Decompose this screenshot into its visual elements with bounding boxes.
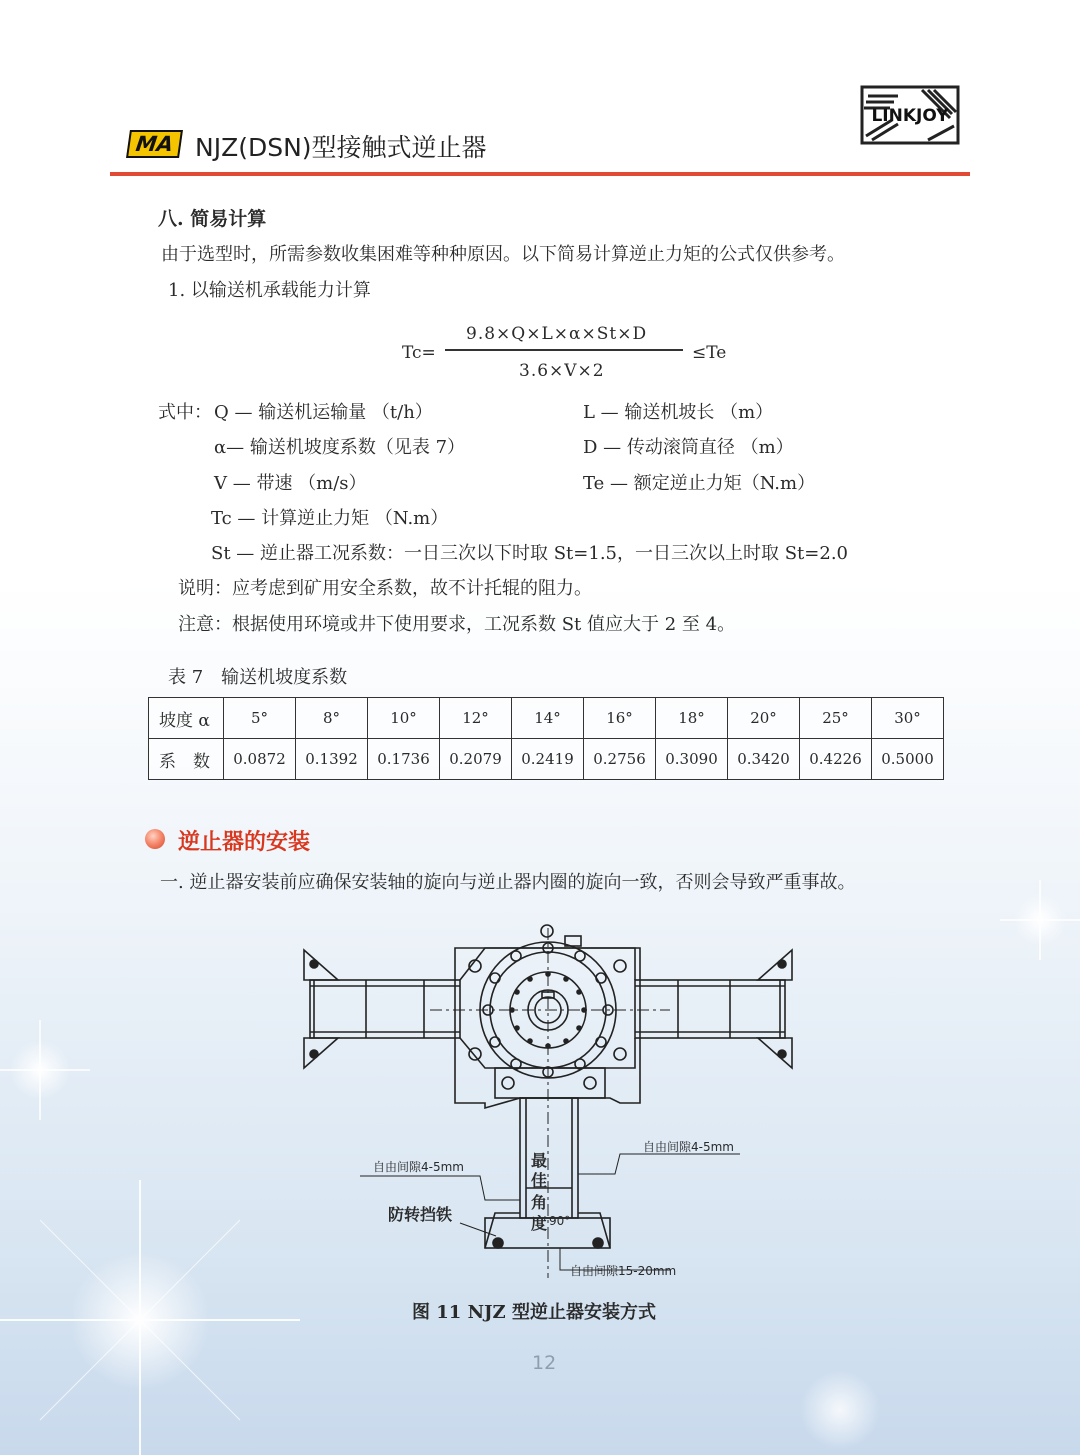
formula-denominator: 3.6×V×2 xyxy=(519,361,605,381)
ma-logo: MA xyxy=(126,130,183,158)
def-l: L — 输送机坡长 （m） xyxy=(583,402,774,423)
table-cell-coefficient: 0.3090 xyxy=(656,739,728,780)
table-cell-coefficient: 0.5000 xyxy=(872,739,944,780)
table-cell-coefficient: 0.0872 xyxy=(224,739,296,780)
note-attention: 注意：根据使用环境或井下使用要求，工况系数 St 值应大于 2 至 4。 xyxy=(178,614,736,635)
table-row-header-angle: 坡度 α xyxy=(149,698,224,739)
table-cell-angle: 10° xyxy=(368,698,440,739)
fraction-line xyxy=(445,349,683,351)
table-cell-angle: 5° xyxy=(224,698,296,739)
figure-caption: 图 11 NJZ 型逆止器安装方式 xyxy=(412,1302,656,1323)
def-te: Te — 额定逆止力矩（N.m） xyxy=(583,473,816,494)
header-rule xyxy=(110,172,970,176)
table-row-angles xyxy=(149,698,944,739)
table-cell-angle: 20° xyxy=(728,698,800,739)
table-caption: 表 7 输送机坡度系数 xyxy=(168,667,348,688)
table-row-header-coefficient: 系 数 xyxy=(149,739,224,780)
linkjoy-logo xyxy=(858,84,962,150)
page-header-title: NJZ(DSN)型接触式逆止器 xyxy=(195,133,487,162)
formula-lhs: Tc= xyxy=(402,343,436,363)
note-explain: 说明：应考虑到矿用安全系数，故不计托辊的阻力。 xyxy=(178,578,592,599)
calc-intro: 由于选型时，所需参数收集困难等种种原因。以下简易计算逆止力矩的公式仅供参考。 xyxy=(161,244,845,265)
table-cell-coefficient: 0.1392 xyxy=(296,739,368,780)
table-cell-coefficient: 0.2419 xyxy=(512,739,584,780)
table-cell-coefficient: 0.3420 xyxy=(728,739,800,780)
label-angle-value: 90° xyxy=(549,1214,571,1228)
label-stopper: 防转挡铁 xyxy=(388,1205,453,1224)
table-row-coefficients xyxy=(149,739,944,780)
linkjoy-logo-text: LINKJOY xyxy=(871,106,949,126)
table-cell-angle: 18° xyxy=(656,698,728,739)
def-d: D — 传动滚筒直径 （m） xyxy=(583,437,794,458)
label-best-angle-3: 角 xyxy=(531,1193,548,1212)
table-cell-angle: 8° xyxy=(296,698,368,739)
slope-coefficient-table xyxy=(148,697,944,780)
install-item-1: 一. 逆止器安装前应确保安装轴的旋向与逆止器内圈的旋向一致，否则会导致严重事故。 xyxy=(160,872,856,893)
table-cell-angle: 16° xyxy=(584,698,656,739)
bullet-dot-icon xyxy=(145,829,165,849)
def-tc: Tc — 计算逆止力矩 （N.m） xyxy=(211,508,449,529)
formula-rhs: ≤Te xyxy=(692,343,727,363)
label-best-angle-1: 最 xyxy=(531,1151,548,1170)
table-cell-coefficient: 0.2079 xyxy=(440,739,512,780)
label-best-angle-4: 度 xyxy=(531,1214,548,1233)
table-cell-angle: 30° xyxy=(872,698,944,739)
page-number: 12 xyxy=(532,1352,557,1374)
label-best-angle-2: 佳 xyxy=(531,1171,548,1190)
formula-numerator: 9.8×Q×L×α×St×D xyxy=(466,324,648,344)
installation-drawing xyxy=(290,918,810,1292)
table-cell-coefficient: 0.2756 xyxy=(584,739,656,780)
table-cell-angle: 14° xyxy=(512,698,584,739)
def-st: St — 逆止器工况系数：一日三次以下时取 St=1.5，一日三次以上时取 St=2.0 xyxy=(211,543,848,564)
section-title-calculation: 八. 简易计算 xyxy=(158,208,267,230)
label-gap-left: 自由间隙4-5mm xyxy=(373,1160,464,1174)
section-title-installation: 逆止器的安装 xyxy=(178,830,311,855)
table-cell-angle: 12° xyxy=(440,698,512,739)
label-gap-bottom: 自由间隙15-20mm xyxy=(570,1264,677,1278)
table-cell-angle: 25° xyxy=(800,698,872,739)
table-cell-coefficient: 0.4226 xyxy=(800,739,872,780)
def-q: Q — 输送机运输量 （t/h） xyxy=(214,402,433,423)
label-gap-right: 自由间隙4-5mm xyxy=(643,1140,734,1154)
def-v: V — 带速 （m/s） xyxy=(214,473,367,494)
table-cell-coefficient: 0.1736 xyxy=(368,739,440,780)
calc-method-1: 1. 以输送机承载能力计算 xyxy=(168,280,371,301)
def-prefix: 式中： xyxy=(158,402,212,423)
def-alpha: α— 输送机坡度系数（见表 7） xyxy=(214,437,466,458)
